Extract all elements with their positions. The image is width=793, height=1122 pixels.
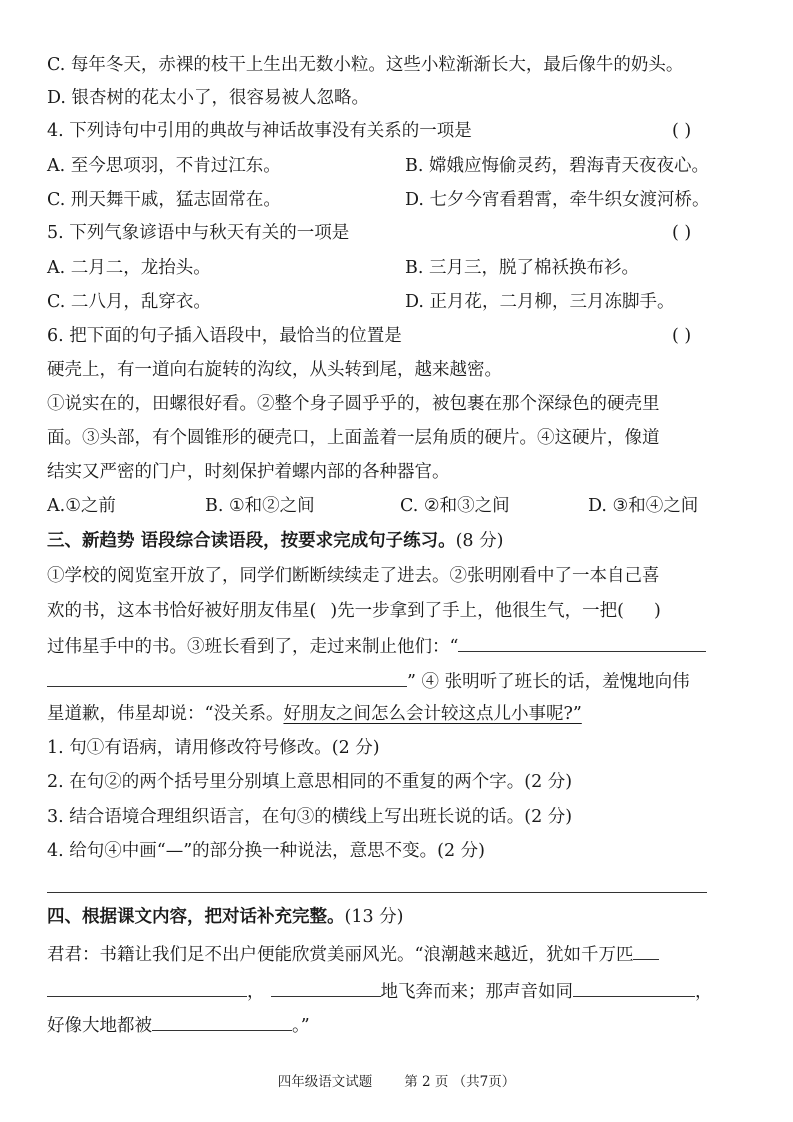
page-footer — [0, 1070, 793, 1090]
footer-page-number: 第 2 页 （共7页） — [404, 1074, 516, 1090]
q6-answer-paren[interactable]: ( ) — [672, 326, 692, 346]
answer-line[interactable] — [47, 892, 707, 893]
q6-passage-line: ①说实在的，田螺很好看。②整个身子圆乎乎的，被包裹在那个深绿色的硬壳里 — [47, 394, 660, 414]
text: 星道歉，伟星却说：“没关系。 — [47, 704, 284, 724]
q4-option-d: D. 七夕今宵看碧霄，牵牛织女渡河桥。 — [405, 190, 710, 210]
answer-blank[interactable] — [152, 1012, 292, 1031]
answer-blank[interactable] — [47, 668, 407, 687]
section3-paragraph-line — [47, 668, 690, 694]
q5-stem: 5. 下列气象谚语中与秋天有关的一项是 — [47, 223, 350, 243]
q6-stem: 6. 把下面的句子插入语段中，最恰当的位置是 — [47, 326, 402, 346]
q6-option-d: D. ③和④之间 — [588, 496, 699, 516]
section4-heading — [47, 905, 404, 929]
answer-blank[interactable] — [458, 633, 706, 652]
q6-option-c: C. ②和③之间 — [400, 496, 510, 516]
section3-paragraph-line: ①学校的阅览室开放了，同学们断断续续走了进去。②张明刚看中了一本自己喜 — [47, 566, 660, 586]
text: ， — [247, 982, 265, 1002]
underlined-sentence: 好朋友之间怎么会计较这点儿小事呢?” — [283, 704, 582, 724]
section3-paragraph-line — [47, 599, 661, 623]
section4-line — [47, 941, 659, 967]
section3-score: (8 分) — [455, 531, 504, 551]
text: )先一步拿到了手上，他很生气，一把( — [330, 601, 624, 621]
q6-sentence: 硬壳上，有一道向右旋转的沟纹，从头转到尾，越来越密。 — [47, 360, 502, 380]
q6-passage-line: 面。③头部，有个圆锥形的硬壳口，上面盖着一层角质的硬片。④这硬片，像道 — [47, 428, 660, 448]
q5-answer-paren[interactable]: ( ) — [672, 223, 692, 243]
section4-line — [47, 978, 713, 1004]
q6-option-a: A.①之前 — [47, 496, 116, 516]
footer-subject: 四年级语文试题 — [277, 1074, 373, 1090]
section3-task: 1. 句①有语病，请用修改符号修改。(2 分) — [47, 738, 380, 758]
q4-stem: 4. 下列诗句中引用的典故与神话故事没有关系的一项是 — [47, 121, 472, 141]
text: 好像大地都被 — [47, 1016, 152, 1036]
q5-option-a: A. 二月二，龙抬头。 — [47, 258, 211, 278]
q6-option-b: B. ①和②之间 — [205, 496, 315, 516]
text: 过伟星手中的书。③班长看到了，走过来制止他们：“ — [47, 637, 459, 657]
q5-option-d: D. 正月花，二月柳，三月冻脚手。 — [405, 292, 675, 312]
text: 君君：书籍让我们足不出户便能欣赏美丽风光。“浪潮越来越近，犹如千万匹 — [47, 945, 634, 965]
section3-task: 2. 在句②的两个括号里分别填上意思相同的不重复的两个字。(2 分) — [47, 772, 573, 792]
q3-option-d: D. 银杏树的花太小了，很容易被人忽略。 — [47, 88, 370, 108]
q5-option-c: C. 二八月，乱穿衣。 — [47, 292, 211, 312]
section4-score: (13 分) — [344, 907, 404, 927]
section4-line — [47, 1012, 310, 1038]
section3-title: 三、新趋势 语段综合读语段，按要求完成句子练习。 — [47, 531, 456, 551]
section3-task: 4. 给句④中画“—”的部分换一种说法，意思不变。(2 分) — [47, 841, 486, 861]
text: 欢的书，这本书恰好被好朋友伟星( — [47, 601, 317, 621]
q4-option-b: B. 嫦娥应悔偷灵药，碧海青天夜夜心。 — [405, 156, 709, 176]
q5-option-b: B. 三月三，脱了棉袄换布衫。 — [405, 258, 639, 278]
q4-option-a: A. 至今思项羽，不肯过江东。 — [47, 156, 281, 176]
section3-paragraph-line — [47, 633, 706, 659]
q3-option-c: C. 每年冬天，赤裸的枝干上生出无数小粒。这些小粒渐渐长大，最后像牛的奶头。 — [47, 55, 684, 75]
text: ) — [653, 601, 661, 621]
text: ， — [695, 982, 713, 1002]
q6-passage-line: 结实又严密的门户，时刻保护着螺内部的各种器官。 — [47, 462, 450, 482]
section3-task: 3. 结合语境合理组织语言，在句③的横线上写出班长说的话。(2 分) — [47, 807, 573, 827]
answer-blank[interactable] — [573, 978, 695, 997]
text: 地飞奔而来；那声音如同 — [380, 982, 573, 1002]
section4-title: 四、根据课文内容，把对话补充完整。 — [47, 907, 345, 927]
answer-blank[interactable] — [271, 978, 381, 997]
text: 。” — [292, 1016, 310, 1036]
section3-paragraph-line — [47, 702, 582, 726]
section3-heading — [47, 529, 503, 553]
text: ” ④ 张明听了班长的话，羞愧地向伟 — [407, 672, 690, 692]
answer-blank[interactable] — [47, 978, 247, 997]
q4-answer-paren[interactable]: ( ) — [672, 121, 692, 141]
q4-option-c: C. 刑天舞干戚，猛志固常在。 — [47, 190, 281, 210]
answer-blank[interactable] — [633, 941, 659, 960]
